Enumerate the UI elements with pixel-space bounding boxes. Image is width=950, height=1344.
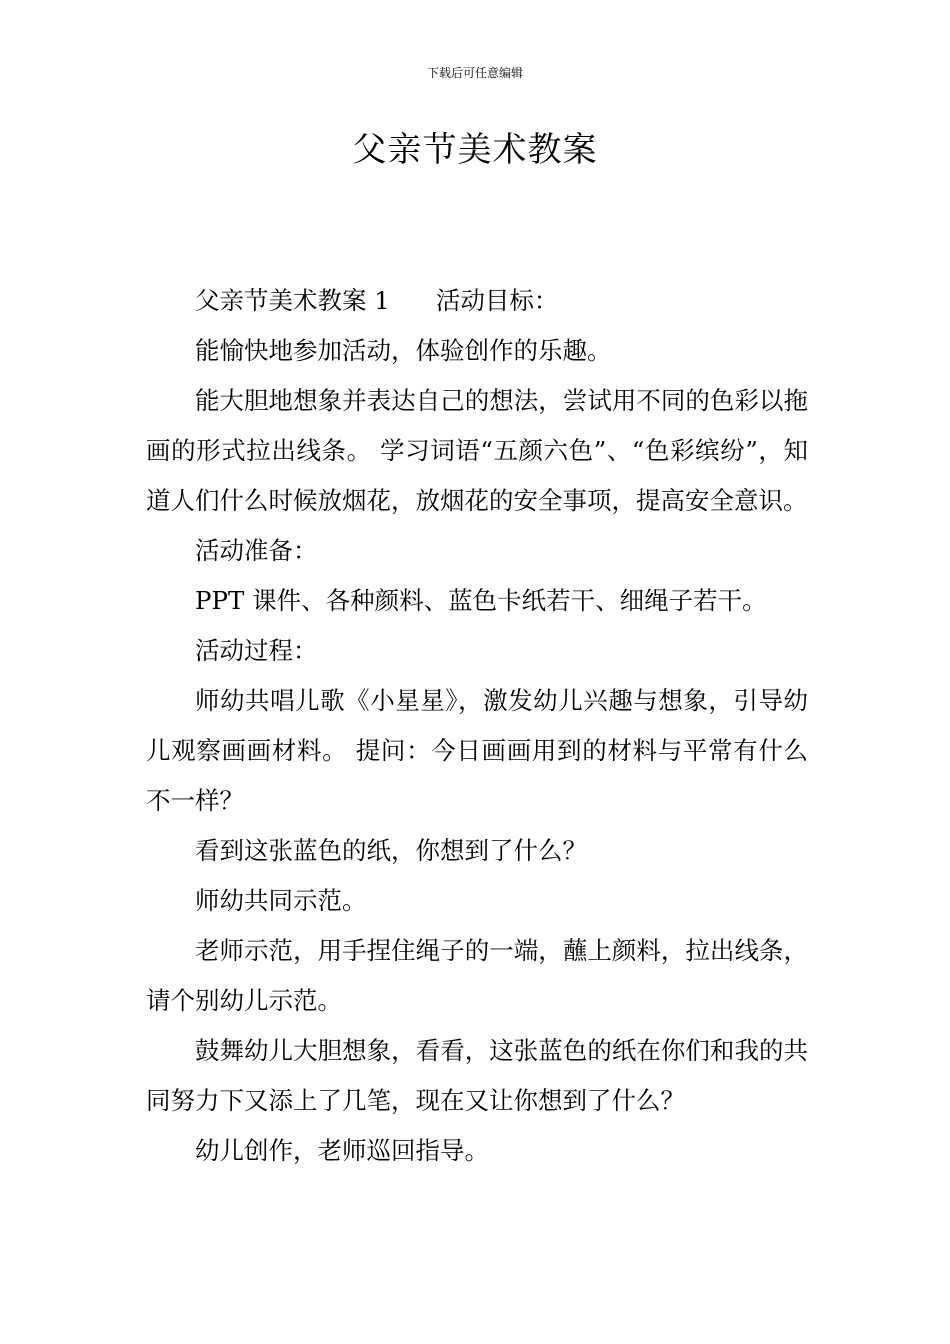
document-title: 父亲节美术教案 xyxy=(352,130,598,170)
paragraph: 师幼共同示范。 xyxy=(195,886,367,915)
paragraph: 师幼共唱儿歌《小星星》，激发幼儿兴趣与想象，引导幼儿观察画画材料。 提问：今日画画用到的材料与平常有什么不一样？ xyxy=(146,686,808,815)
paragraph: 幼儿创作，老师巡回指导。 xyxy=(195,1136,489,1165)
paragraph: 看到这张蓝色的纸，你想到了什么？ xyxy=(195,836,587,865)
objectives-label: 活动目标： xyxy=(435,286,559,315)
paragraph-preparation-label: 活动准备： xyxy=(195,536,318,565)
paragraph-process-label: 活动过程： xyxy=(195,636,318,665)
document-body xyxy=(146,276,808,1176)
paragraph: PPT 课件、各种颜料、蓝色卡纸若干、细绳子若干。 xyxy=(195,586,767,615)
paragraph: 老师示范，用手捏住绳子的一端，蘸上颜料，拉出线条，请个别幼儿示范。 xyxy=(146,936,808,1015)
paragraph: 能大胆地想象并表达自己的想法，尝试用不同的色彩以拖画的形式拉出线条。 学习词语“五颜六色”、“色彩缤纷”，知道人们什么时候放烟花，放烟花的安全事项，提高安全意识。 xyxy=(146,386,808,515)
paragraph: 鼓舞幼儿大胆想象，看看，这张蓝色的纸在你们和我的共同努力下又添上了几笔，现在又让你想到了什么？ xyxy=(146,1036,808,1115)
page-header: 下载后可任意编辑 xyxy=(426,66,523,80)
paragraph: 能愉快地参加活动，体验创作的乐趣。 xyxy=(195,336,612,365)
lesson-number-label: 父亲节美术教案 1 xyxy=(195,286,390,315)
paragraph-lesson-heading xyxy=(146,276,808,326)
